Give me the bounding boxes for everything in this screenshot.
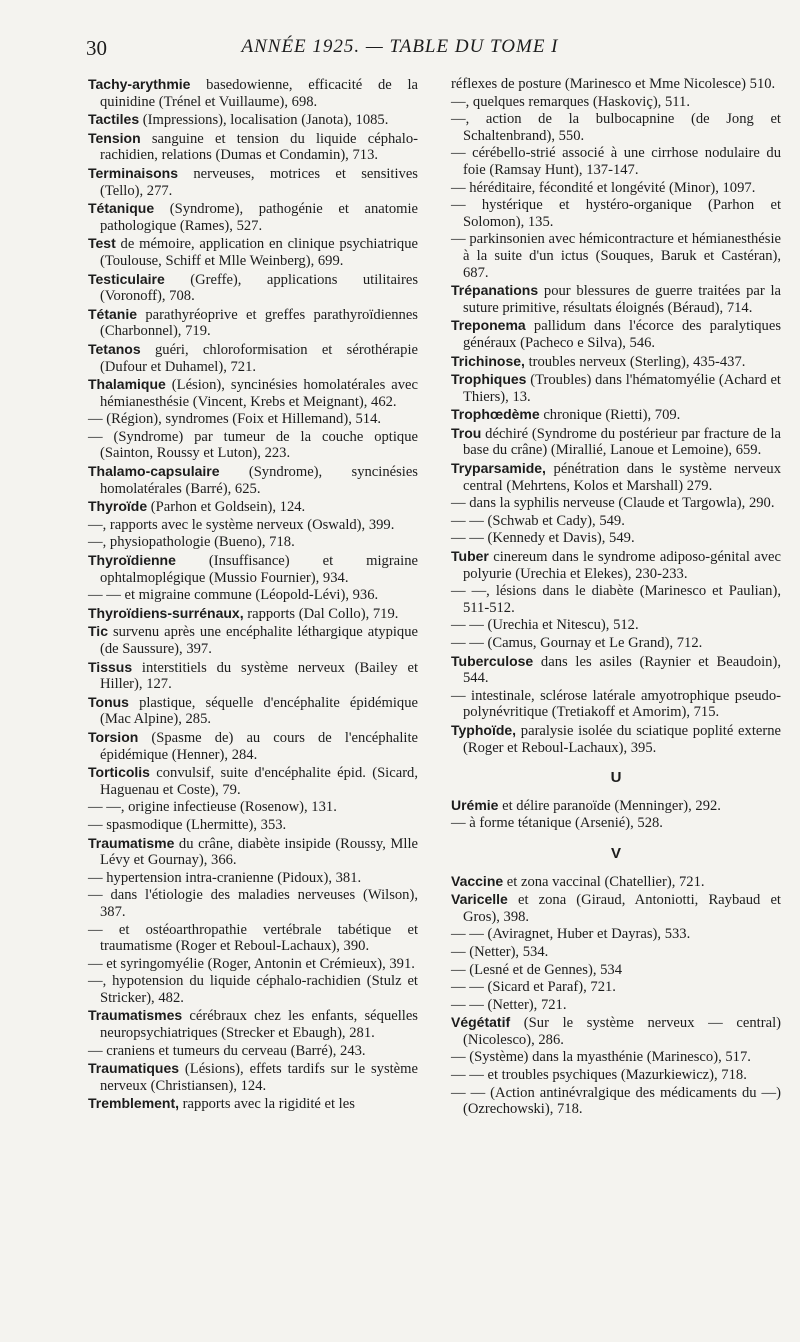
entry-text: (Impressions), localisation (Janota), 1085. [139, 112, 389, 129]
index-entry [451, 891, 781, 925]
index-entry [451, 282, 781, 316]
entry-text: de mémoire, application en clinique psychiatrique (Toulouse, Schiff et Mlle Weinberg), 699. [100, 236, 418, 269]
entry-heading: Tonus [88, 693, 129, 710]
entry-text: pénétration dans le système nerveux central (Mehrtens, Kolos et Marshall) 279. [463, 461, 781, 494]
index-entry [88, 552, 418, 586]
entry-text: (Spasme de) au cours de l'encéphalite épidémique (Henner), 284. [100, 729, 418, 763]
index-entry [451, 406, 781, 424]
index-entry [88, 764, 418, 798]
index-entry [88, 534, 418, 551]
running-title: ANNÉE 1925. — TABLE DU TOME I [241, 36, 559, 57]
index-entry [451, 317, 781, 351]
entry-heading: Tuber [451, 548, 489, 565]
entry-text: — (Lesné et de Gennes), 534 [451, 961, 623, 978]
entry-text: — intestinale, sclérose latérale amyotrophique pseudo-polynévritique (Tretiakoff et Amorim), 715. [451, 687, 781, 721]
entry-text: paralysie isolée du sciatique poplité externe (Roger et Reboul-Lachaux), 395. [463, 722, 781, 756]
entry-heading: Végétatif [451, 1014, 511, 1031]
index-entry [88, 1060, 418, 1094]
index-entry [451, 962, 781, 979]
index-entry [451, 688, 781, 721]
entry-text: et délire paranoïde (Menninger), 292. [498, 797, 721, 814]
entry-heading: Trophœdème [451, 406, 540, 423]
index-entry [88, 887, 418, 920]
entry-heading: Tissus [88, 658, 133, 675]
entry-text: — dans l'étiologie des maladies nerveuses (Wilson), 387. [88, 887, 418, 920]
entry-text: — et ostéoarthropathie vertébrale tabétique et traumatisme (Roger et Reboul-Lachaux), 390. [88, 921, 418, 955]
index-entry [88, 605, 418, 623]
entry-text: — spasmodique (Lhermitte), 353. [88, 816, 287, 833]
entry-text: — héréditaire, fécondité et longévité (Minor), 1097. [451, 179, 756, 196]
index-entry [88, 973, 418, 1006]
index-entry [451, 815, 781, 832]
entry-text: réflexes de posture (Marinesco et Mme Nicolesce) 510. [451, 76, 776, 92]
entry-heading: Trou [451, 424, 482, 441]
index-entry [451, 873, 781, 891]
index-entry [451, 722, 781, 756]
entry-heading: Trépanations [451, 282, 539, 299]
entry-text: — — (Schwab et Cady), 549. [451, 512, 625, 529]
entry-heading: Thyroïdienne [88, 552, 176, 569]
index-entry [451, 1014, 781, 1048]
index-entry [88, 306, 418, 340]
entry-heading: Tryparsamide, [451, 460, 546, 477]
index-entry [451, 145, 781, 178]
index-entry [451, 197, 781, 230]
entry-text: cérébraux chez les enfants, séquelles neuropsychiatriques (Strecker et Ebaugh), 281. [100, 1008, 418, 1042]
entry-text: — — (Action antinévralgique des médicaments du —) (Ozrechowski), 718. [451, 1084, 781, 1118]
index-entry [451, 231, 781, 281]
index-entry [451, 371, 781, 405]
entry-heading: Treponema [451, 317, 526, 334]
entry-heading: Testiculaire [88, 270, 165, 287]
entry-heading: Thyroïde [88, 498, 148, 515]
entry-heading: Traumatismes [88, 1007, 183, 1024]
index-entry [88, 694, 418, 728]
entry-text: interstitiels du système nerveux (Bailey et Hiller), 127. [100, 659, 418, 693]
index-entry [88, 130, 418, 164]
entry-text: guéri, chloroformisation et sérothérapie (Dufour et Duhamel), 721. [100, 341, 418, 375]
entry-text: parathyréoprive et greffes parathyroïdiennes (Charbonnel), 719. [100, 306, 418, 340]
entry-text: — — et migraine commune (Léopold-Lévi), 936. [88, 587, 379, 604]
entry-heading: Tic [88, 623, 108, 640]
entry-heading: Terminaisons [88, 164, 178, 181]
index-entry [451, 425, 781, 459]
entry-text: — craniens et tumeurs du cerveau (Barré), 243. [88, 1042, 366, 1059]
entry-text: déchiré (Syndrome du postérieur par fracture de la base du crâne) (Mirallié, Lanoue et Lemoine), 659. [463, 425, 781, 459]
entry-text: — —, origine infectieuse (Rosenow), 131. [88, 799, 337, 816]
entry-text: — hystérique et hystéro-organique (Parhon et Solomon), 135. [451, 197, 781, 230]
index-entry [88, 817, 418, 834]
entry-text: pour blessures de guerre traitées par la suture primitive, résultats éloignés (Béraud), 714. [463, 283, 781, 316]
index-entry [451, 635, 781, 652]
entry-text: convulsif, suite d'encéphalite épid. (Sicard, Haguenau et Coste), 79. [100, 765, 418, 798]
index-entry [451, 530, 781, 547]
index-entry [451, 653, 781, 687]
entry-text: — et syringomyélie (Roger, Antonin et Crémieux), 391. [88, 955, 415, 972]
page-number: 30 [86, 36, 107, 60]
entry-text: —, hypotension du liquide céphalo-rachidien (Stulz et Stricker), 482. [88, 973, 418, 1006]
index-entry [451, 495, 781, 512]
entry-text: (Syndrome), pathogénie et anatomie pathologique (Rames), 527. [100, 201, 418, 234]
index-entry [88, 659, 418, 693]
index-entry [451, 513, 781, 530]
entry-text: — —, lésions dans le diabète (Marinesco et Paulian), 511-512. [451, 583, 781, 616]
entry-text: —, physiopathologie (Bueno), 718. [88, 534, 295, 551]
index-entry [88, 111, 418, 129]
entry-heading: Trichinose, [451, 352, 525, 369]
index-entry [88, 956, 418, 973]
entry-heading: Torsion [88, 728, 139, 745]
index-entry [451, 583, 781, 616]
entry-text: — — (Netter), 721. [451, 996, 567, 1013]
entry-text: — — (Camus, Gournay et Le Grand), 712. [451, 635, 703, 651]
entry-text: rapports (Dal Collo), 719. [243, 605, 399, 622]
index-entry [88, 271, 418, 305]
entry-text: cinereum dans le syndrome adiposo-génital avec polyurie (Urechia et Elekes), 230-233. [463, 549, 781, 582]
index-entry [88, 235, 418, 269]
right-column [451, 76, 781, 1119]
entry-heading: Test [88, 235, 116, 252]
index-entry [451, 1085, 781, 1118]
entry-text: — hypertension intra-cranienne (Pidoux), 381. [88, 869, 362, 886]
entry-text: rapports avec la rigidité et les [179, 1096, 355, 1113]
entry-text: — dans la syphilis nerveuse (Claude et Targowla), 290. [451, 495, 775, 512]
entry-heading: Tachy-arythmie [88, 76, 191, 92]
entry-heading: Tension [88, 129, 141, 146]
entry-text: et zona vaccinal (Chatellier), 721. [503, 873, 705, 890]
index-entry [88, 411, 418, 428]
index-entry [88, 376, 418, 410]
entry-heading: Tactiles [88, 111, 140, 128]
index-entry [88, 200, 418, 234]
index-entry [88, 1095, 418, 1113]
entry-heading: Tétanique [88, 200, 155, 217]
entry-text: — — et troubles psychiques (Mazurkiewicz), 718. [451, 1067, 747, 1084]
entry-text: nerveuses, motrices et sensitives (Tello), 277. [100, 165, 418, 199]
index-entry [88, 835, 418, 869]
index-entry [88, 870, 418, 887]
index-entry [88, 463, 418, 497]
index-entry [451, 180, 781, 197]
index-entry [88, 165, 418, 199]
entry-text: (Syndrome), syncinésies homolatérales (Barré), 625. [100, 464, 418, 497]
entry-heading: Torticolis [88, 764, 150, 781]
entry-text: — — (Aviragnet, Huber et Dayras), 533. [451, 926, 691, 943]
index-entry [451, 997, 781, 1014]
entry-text: —, action de la bulbocapnine (de Jong et Schaltenbrand), 550. [451, 111, 781, 144]
entry-text: dans les asiles (Raynier et Beaudoin), 544. [463, 653, 781, 687]
entry-heading: Thyroïdiens-surrénaux, [88, 604, 244, 621]
entry-heading: Tetanos [88, 340, 141, 357]
entry-text: (Insuffisance) et migraine ophtalmoplégique (Mussio Fournier), 934. [100, 553, 418, 586]
entry-heading: Varicelle [451, 891, 508, 908]
entry-heading: Tuberculose [451, 652, 534, 669]
entry-heading: Trophiques [451, 371, 527, 388]
index-entry [88, 729, 418, 763]
entry-heading: Urémie [451, 796, 499, 813]
index-entry [451, 797, 781, 815]
left-column [88, 76, 418, 1114]
entry-text: plastique, séquelle d'encéphalite épidémique (Mac Alpine), 285. [100, 694, 418, 728]
index-entry [451, 76, 781, 93]
entry-text: — — (Kennedy et Davis), 549. [451, 530, 635, 547]
entry-text: survenu après une encéphalite léthargique atypique (de Saussure), 397. [100, 624, 418, 657]
entry-text: — (Système) dans la myasthénie (Marinesco), 517. [451, 1049, 751, 1066]
v-entries [451, 873, 781, 1118]
page-header [0, 36, 800, 66]
entry-text: — — (Urechia et Nitescu), 512. [451, 617, 639, 634]
index-entry [451, 111, 781, 144]
entry-text: troubles nerveux (Sterling), 435-437. [524, 353, 746, 370]
entry-text: —, rapports avec le système nerveux (Oswald), 399. [88, 516, 395, 533]
entry-text: — parkinsonien avec hémicontracture et hémianesthésie à la suite d'un ictus (Souques, Baruk et Castéran), 687. [451, 231, 781, 281]
index-entry [451, 979, 781, 996]
index-entry [88, 1043, 418, 1060]
index-entry [88, 799, 418, 816]
entry-heading: Thalamo-capsulaire [88, 463, 220, 480]
section-letter-u: U [610, 769, 622, 787]
entry-text: (Sur le système nerveux — central) (Nicolesco), 286. [463, 1015, 781, 1048]
entry-text: — (Netter), 534. [451, 943, 549, 960]
index-entry [451, 1067, 781, 1084]
entry-heading: Typhoïde, [451, 721, 517, 738]
entry-text: du crâne, diabète insipide (Roussy, Mlle Lévy et Gournay), 366. [100, 835, 418, 869]
entry-text: — — (Sicard et Paraf), 721. [451, 979, 616, 996]
index-entry [451, 460, 781, 494]
index-entry [88, 517, 418, 534]
entry-text: (Parhon et Goldsein), 124. [147, 499, 306, 516]
index-entry [451, 1049, 781, 1066]
index-entry [451, 548, 781, 582]
entry-text: (Troubles) dans l'hématomyélie (Achard et Thiers), 13. [463, 372, 781, 405]
entry-text: (Lésions), effets tardifs sur le système nerveux (Christiansen), 124. [100, 1061, 418, 1094]
entry-heading: Tétanie [88, 305, 138, 322]
index-entry [88, 623, 418, 657]
entry-text: chronique (Rietti), 709. [539, 407, 681, 424]
index-entry [88, 341, 418, 375]
index-entry [88, 76, 418, 110]
index-entry [451, 94, 781, 111]
index-entry [451, 944, 781, 961]
index-entry [451, 926, 781, 943]
index-entry [88, 922, 418, 955]
index-entry [88, 587, 418, 604]
entry-heading: Vaccine [451, 872, 504, 889]
index-entry [88, 429, 418, 462]
section-letter-v: V [610, 844, 621, 862]
entry-heading: Traumatisme [88, 834, 175, 851]
index-entry [88, 1007, 418, 1041]
entry-text: pallidum dans l'écorce des paralytiques généraux (Pacheco e Silva), 546. [463, 318, 781, 351]
right-entries [451, 76, 781, 756]
entry-text: sanguine et tension du liquide céphalo-rachidien, relations (Dumas et Condamin), 713. [100, 130, 418, 164]
entry-text: (Lésion), syncinésies homolatérales avec hémianesthésie (Vincent, Krebs et Meignant), 462. [100, 377, 418, 410]
index-entry [451, 353, 781, 371]
entry-text: — (Région), syndromes (Foix et Hillemand), 514. [88, 411, 382, 428]
entry-text: (Greffe), applications utilitaires (Voronoff), 708. [100, 271, 418, 305]
entry-text: — cérébello-strié associé à une cirrhose nodulaire du foie (Ramsay Hunt), 137-147. [451, 145, 781, 178]
entry-text: — à forme tétanique (Arsenié), 528. [451, 815, 663, 832]
entry-text: — (Syndrome) par tumeur de la couche optique (Sainton, Roussy et Luton), 223. [88, 428, 418, 462]
entry-text: —, quelques remarques (Haskoviç), 511. [451, 93, 690, 110]
entry-text: et zona (Giraud, Antoniotti, Raybaud et Gros), 398. [463, 892, 781, 925]
entry-heading: Traumatiques [88, 1060, 180, 1077]
index-entry [451, 617, 781, 634]
index-entry [88, 498, 418, 516]
entry-heading: Thalamique [88, 376, 166, 393]
u-entries [451, 797, 781, 832]
entry-heading: Tremblement, [88, 1095, 180, 1112]
entry-text: basedowienne, efficacité de la quinidine (Trénel et Vuillaume), 698. [100, 77, 418, 110]
